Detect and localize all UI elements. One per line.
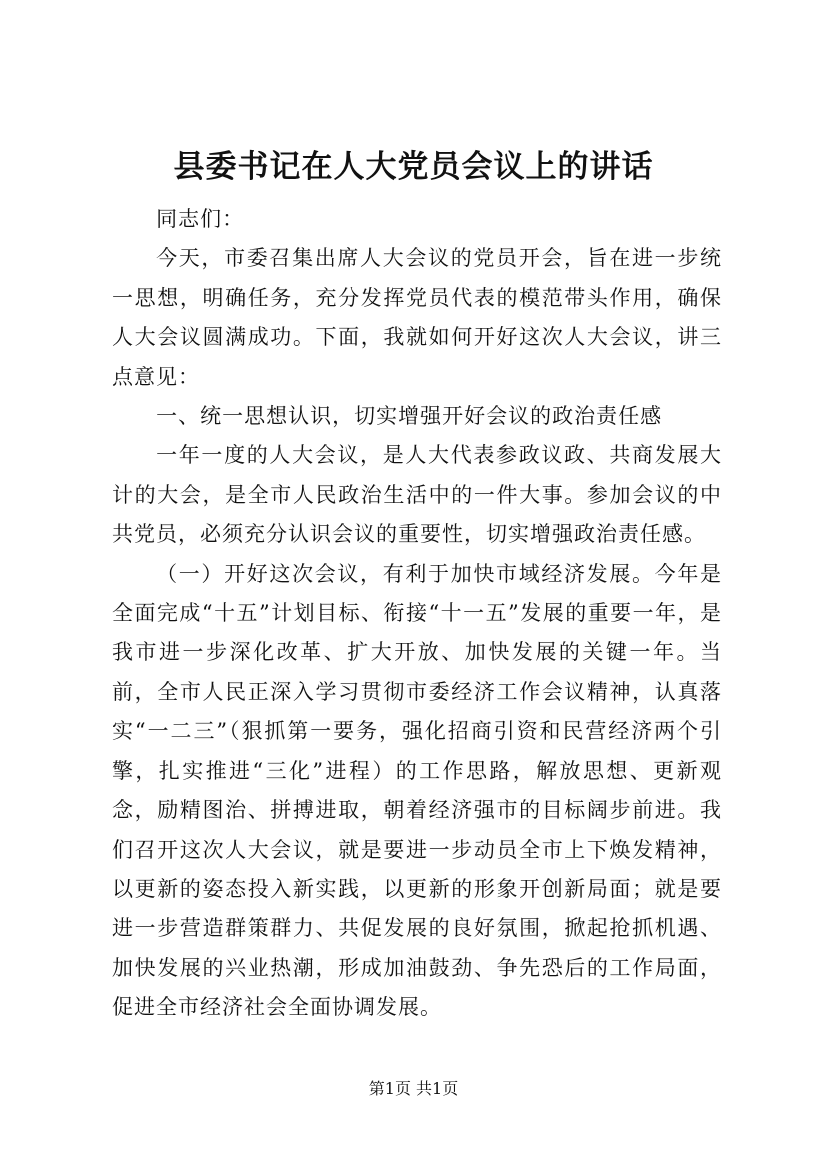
document-title: 县委书记在人大党员会议上的讲话 <box>173 149 654 185</box>
section-heading: 一、统一思想认识，切实增强开好会议的政治责任感 <box>156 404 663 429</box>
intro-paragraph: 今天，市委召集出席人大会议的党员开会，旨在进一步统一思想，明确任务，充分发挥党员代表的模范带头作用，确保人大会议圆满成功。下面，我就如何开好这次人大会议，讲三点意见： <box>112 246 722 389</box>
page-number-label: 第1页 共1页 <box>368 1079 459 1098</box>
document-body <box>112 200 722 1028</box>
body-paragraph: （一）开好这次会议，有利于加快市域经济发展。今年是全面完成“十五”计划目标、衔接“十一五”发展的重要一年，是我市进一步深化改革、扩大开放、加快发展的关键一年。当前，全市人民正深入学习贯彻市委经济工作会议精神，认真落实“一二三”（狠抓第一要务，强化招商引资和民营经济两个引擎，扎实推进“三化”进程）的工作思路，解放思想、更新观念，励精图治、拼搏进取，朝着经济强市的目标阔步前进。我们召开这次人大会议，就是要进一步动员全市上下焕发精神，以更新的姿态投入新实践，以更新的形象开创新局面；就是要进一步营造群策群力、共促发展的良好氛围，掀起抢抓机遇、加快发展的兴业热潮，形成加油鼓劲、争先恐后的工作局面，促进全市经济社会全面协调发展。 <box>112 561 722 1020</box>
body-paragraph: 一年一度的人大会议，是人大代表参政议政、共商发展大计的大会，是全市人民政治生活中的一件大事。参加会议的中共党员，必须充分认识会议的重要性，切实增强政治责任感。 <box>112 443 722 547</box>
page-footer <box>0 1078 827 1100</box>
salutation-paragraph: 同志们： <box>156 207 245 231</box>
